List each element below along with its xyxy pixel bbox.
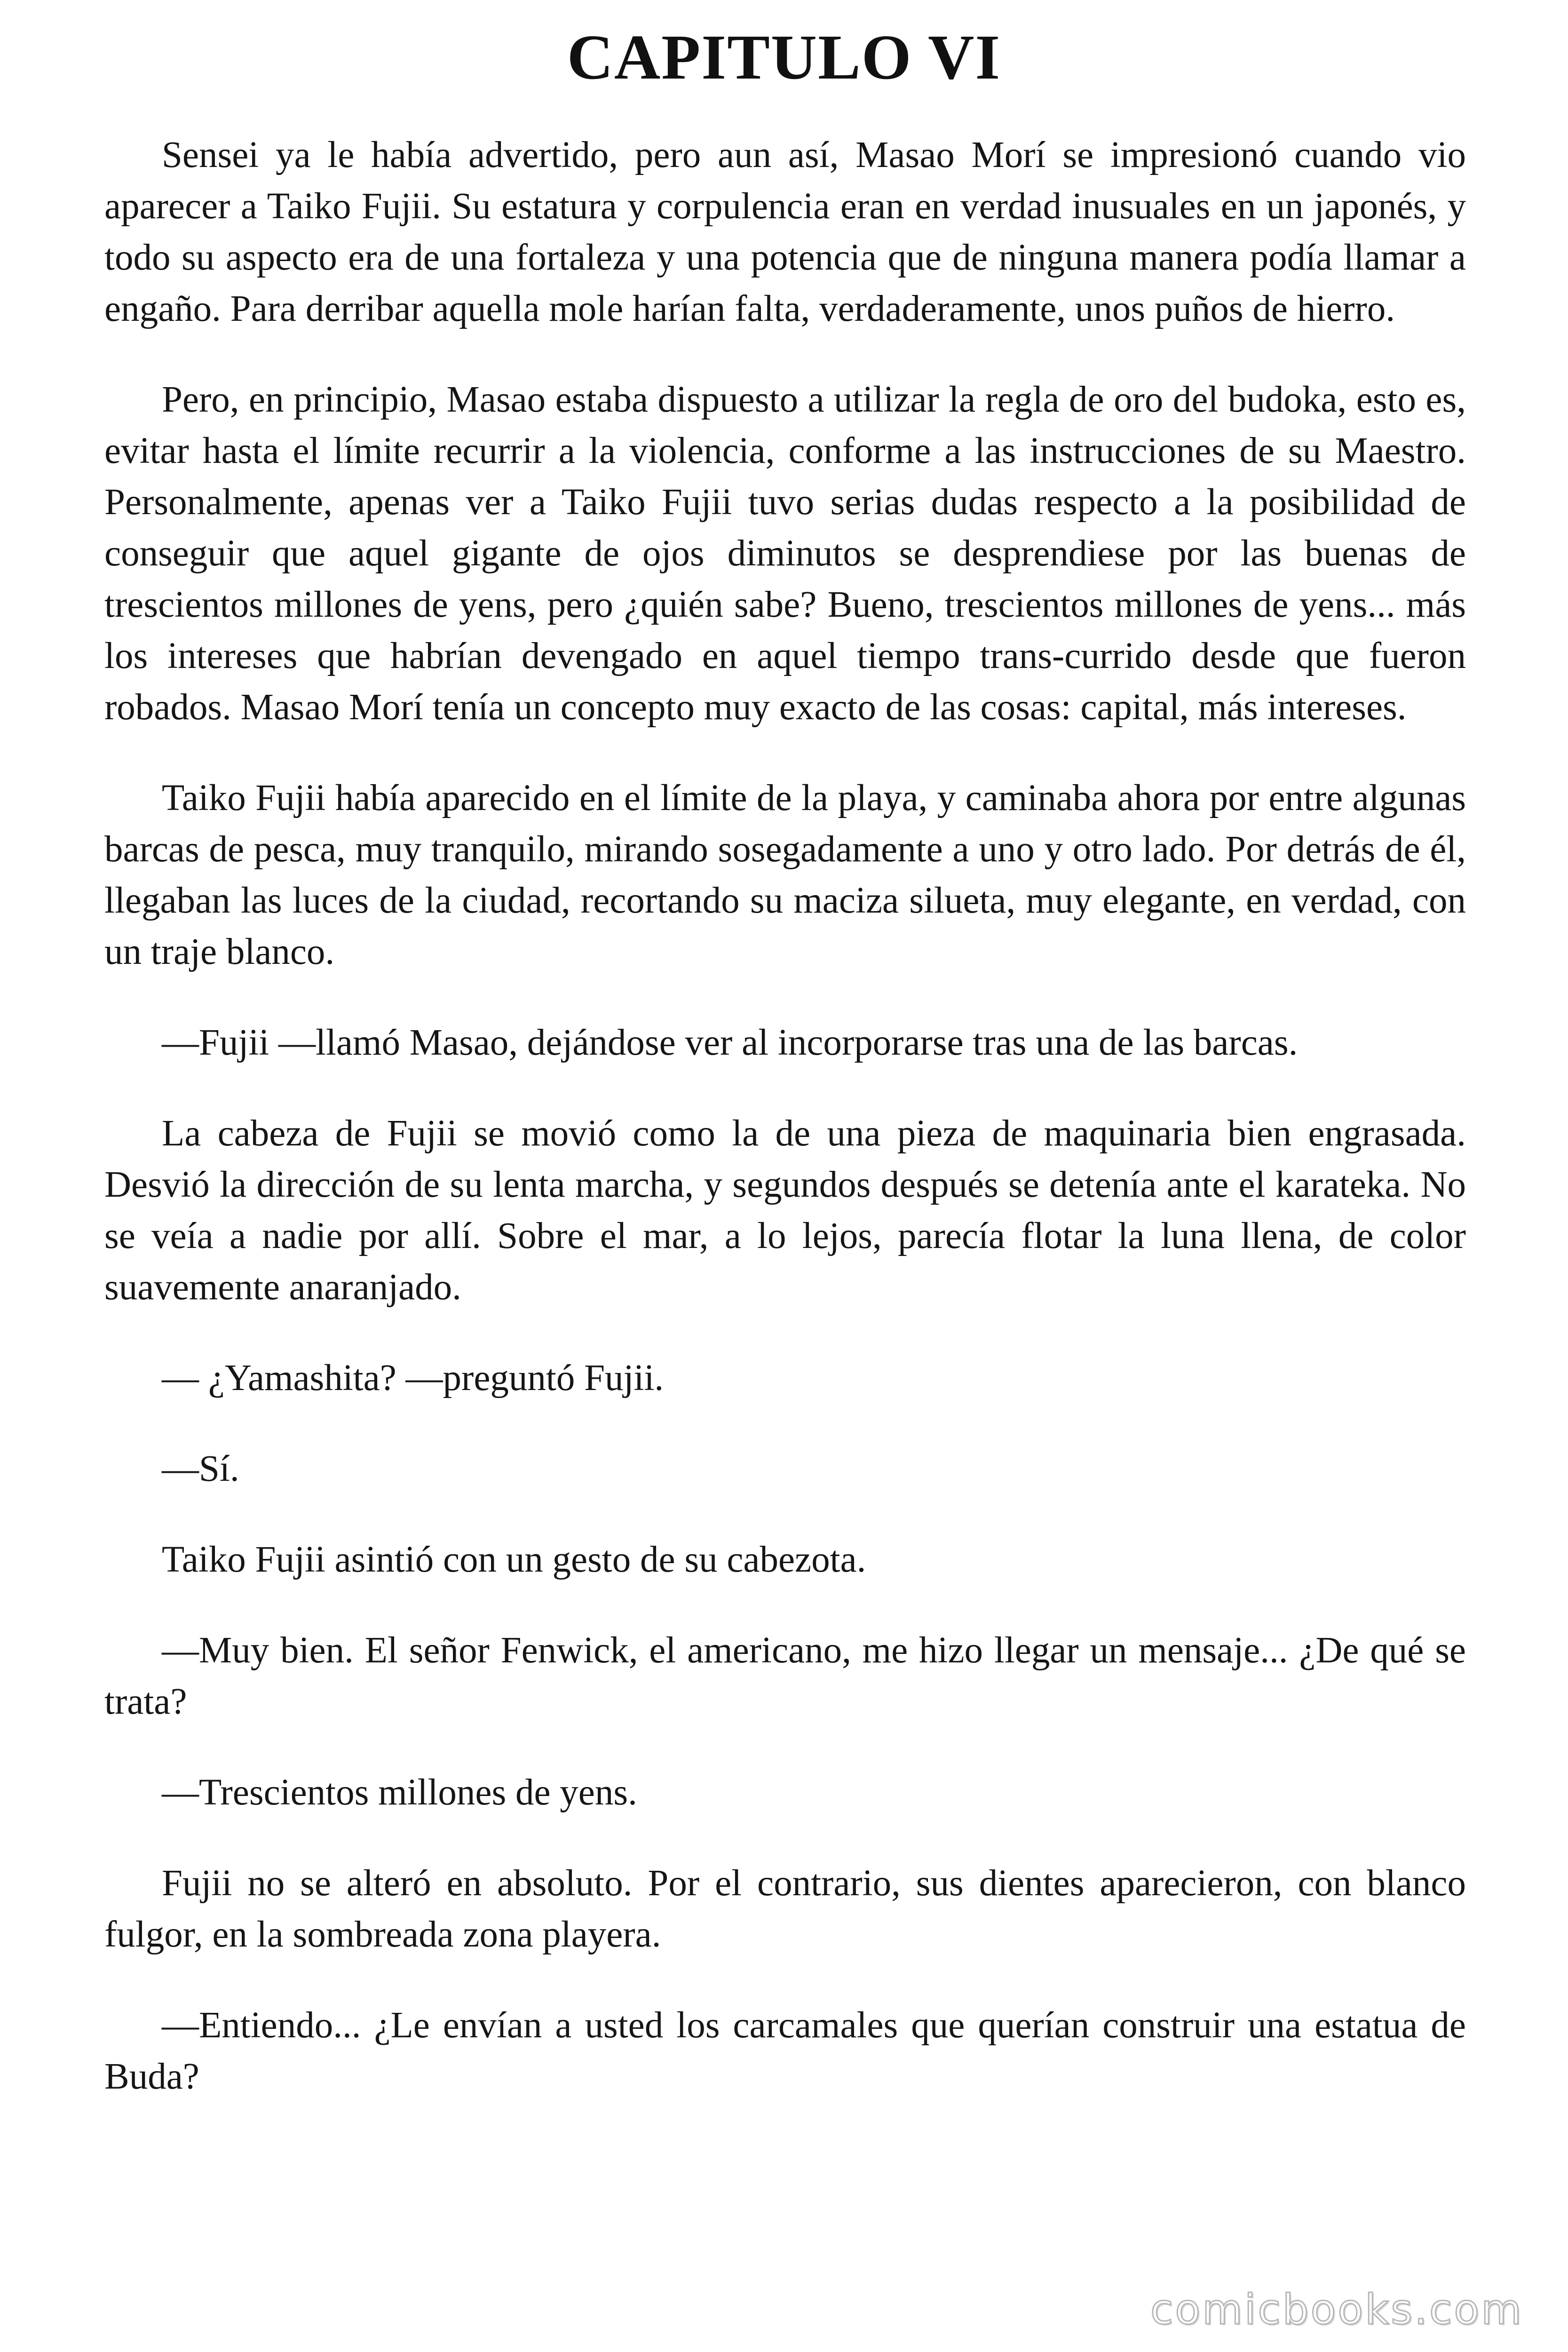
- paragraph-8: Taiko Fujii asintió con un gesto de su cabezota.: [162, 1539, 866, 1580]
- paragraph-4: —Fujii —llamó Masao, dejándose ver al incorporarse tras una de las barcas.: [162, 1022, 1298, 1063]
- paragraph-7: —Sí.: [162, 1448, 239, 1489]
- paragraph-6: — ¿Yamashita? —preguntó Fujii.: [162, 1358, 664, 1398]
- paragraph-2: Pero, en principio, Masao estaba dispuesto a utilizar la regla de oro del budoka, esto es, evitar hasta el límite recurrir a la violencia, conforme a las instrucciones de su Maestro. Personalmente, apenas ver a Taiko Fujii tuvo serias dudas respecto a la posibilidad de conseguir que aquel gigante de ojos diminutos se desprendiese por las buenas de trescientos millones de yens, pero ¿quién sabe? Bueno, trescientos millones de yens... más los intereses que habrían devengado en aquel tiempo trans-currido desde que fueron robados. Masao Morí tenía un concepto muy exacto de las cosas: capital, más intereses.: [104, 379, 1466, 728]
- paragraph-10: —Trescientos millones de yens.: [162, 1772, 637, 1813]
- paragraph-11: Fujii no se alteró en absoluto. Por el contrario, sus dientes aparecieron, con blanco fulgor, en la sombreada zona playera.: [104, 1863, 1466, 1955]
- chapter-body: [104, 129, 1466, 2102]
- chapter-title: CAPITULO VI: [567, 22, 1001, 93]
- paragraph-1: Sensei ya le había advertido, pero aun así, Masao Morí se impresionó cuando vio aparecer a Taiko Fujii. Su estatura y corpulencia eran en verdad inusuales en un japonés, y todo su aspecto era de una fortaleza y una potencia que de ninguna manera podía llamar a engaño. Para derribar aquella mole harían falta, verdaderamente, unos puños de hierro.: [104, 135, 1466, 329]
- paragraph-3: Taiko Fujii había aparecido en el límite de la playa, y caminaba ahora por entre algunas barcas de pesca, muy tranquilo, mirando sosegadamente a uno y otro lado. Por detrás de él, llegaban las luces de la ciudad, recortando su maciza silueta, muy elegante, en verdad, con un traje blanco.: [104, 778, 1466, 972]
- paragraph-9: —Muy bien. El señor Fenwick, el americano, me hizo llegar un mensaje... ¿De qué se trata?: [104, 1630, 1466, 1722]
- paragraph-12: —Entiendo... ¿Le envían a usted los carcamales que querían construir una estatua de Buda?: [104, 2005, 1466, 2097]
- paragraph-5: La cabeza de Fujii se movió como la de una pieza de maquinaria bien engrasada. Desvió la dirección de su lenta marcha, y segundos después se detenía ante el karateka. No se veía a nadie por allí. Sobre el mar, a lo lejos, parecía flotar la luna llena, de color suavemente anaranjado.: [104, 1113, 1466, 1308]
- watermark-logo: comicbooks.com: [1150, 2285, 1523, 2334]
